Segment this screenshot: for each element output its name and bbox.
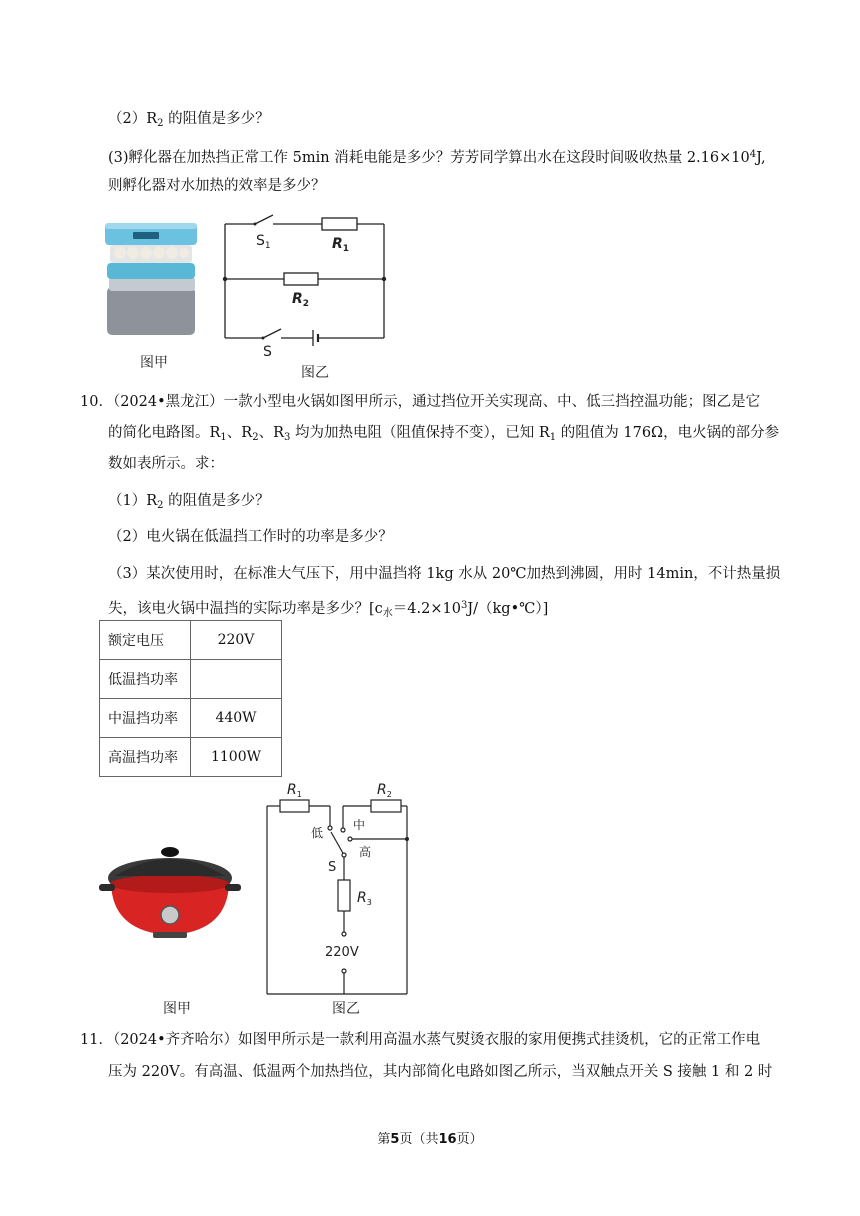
q9-left-caption: 图甲: [140, 355, 168, 371]
q10-figures: [95, 772, 425, 1024]
q10-high-label: 高: [359, 845, 372, 859]
q10-part2: （2）电火锅在低温挡工作时的功率是多少？: [108, 529, 393, 545]
q9-part3-line2: 则孵化器对水加热的效率是多少？: [108, 178, 326, 194]
table-row: 高温挡功率 1100W: [100, 738, 282, 777]
q9-part3: (3)孵化器在加热挡正常工作 5min 消耗电能是多少？芳芳同学算出水在这段时间吸收热量 $2.16\times 10^4J$,: [108, 149, 766, 166]
page-footer: 第5页（共16页）: [377, 1132, 483, 1147]
q10-voltage-label: 220V: [325, 945, 359, 960]
q10-left-caption: 图甲: [163, 1001, 191, 1017]
q10-r2-label: $R_2$: [377, 782, 392, 799]
hotpot-illustration: [99, 847, 241, 938]
q9-s1-label: $S_1$: [256, 233, 271, 251]
q10-s-label: S: [328, 860, 337, 875]
q10-stem-line3: 数如表所示。求：: [108, 456, 224, 472]
q9-r2-label: $R_2$: [292, 291, 310, 309]
q10-low-label: 低: [311, 826, 324, 840]
q9-circuit: [225, 215, 384, 346]
incubator-illustration: [105, 223, 197, 335]
q10-part3-line1: （3）某次使用时，在标准大气压下，用中温挡将 1kg 水从 20℃加热到沸圆，用时 14min，不计热量损: [108, 566, 781, 582]
q9-right-caption: 图乙: [301, 365, 329, 381]
q10-stem-line2: 的简化电路图。$R_1$、$R_2$、$R_3$ 均为加热电阻（阻值保持不变），已知 $R_1$ 的阻值为 176Ω，电火锅的部分参: [108, 425, 780, 443]
q9-r1-label: $R_1$: [332, 236, 350, 254]
q10-right-caption: 图乙: [332, 1001, 360, 1017]
q9-part2: $(2)R_2$ 的阻值是多少？: [108, 111, 270, 129]
q10-stem-line1: 10．（2024•黑龙江）一款小型电火锅如图甲所示，通过挡位开关实现高、中、低三挡控温功能；图乙是它: [80, 394, 761, 410]
q10-part1: $(1)R_2$ 的阻值是多少？: [108, 493, 270, 511]
q11-stem-line1: 11．（2024•齐齐哈尔）如图甲所示是一款利用高温水蒸气熨烫衣服的家用便携式挂烫机，它的正常工作电: [80, 1032, 761, 1048]
hotpot-parameter-table: [99, 620, 282, 777]
table-row: 低温挡功率: [100, 660, 282, 699]
q9-s-label: S: [263, 344, 272, 360]
q10-r3-label: $R_3$: [357, 890, 372, 907]
q10-part3-line2: 失，该电火锅中温挡的实际功率是多少？$[c_水=4.2\times 10^3J/(kg•℃)]$: [108, 600, 549, 619]
q10-mid-label: 中: [353, 818, 366, 832]
q10-r1-label: $R_1$: [287, 782, 302, 799]
table-row: 额定电压 220V: [100, 621, 282, 660]
q9-figures: [95, 205, 415, 383]
table-row: 中温挡功率 440W: [100, 699, 282, 738]
q10-circuit: [267, 800, 407, 994]
q11-stem-line2: 压为 220V。有高温、低温两个加热挡位，其内部简化电路如图乙所示，当双触点开关 S 接触 1 和 2 时: [108, 1064, 773, 1080]
